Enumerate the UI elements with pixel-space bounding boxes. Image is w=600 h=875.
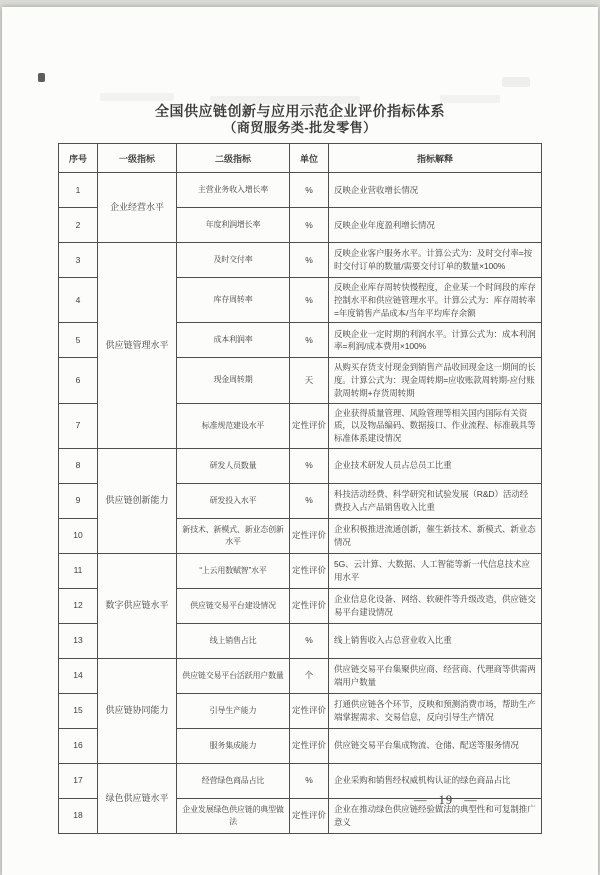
- scanned-document-page: [2, 7, 598, 875]
- cell-level2: 服务集成能力: [177, 728, 290, 763]
- scan-artifact-smudge: [100, 93, 174, 101]
- cell-no: 4: [59, 278, 98, 323]
- cell-no: 12: [59, 588, 98, 623]
- cell-level2: 研发投入水平: [177, 483, 290, 518]
- cell-unit: %: [290, 763, 329, 798]
- cell-explanation: 企业在推动绿色供应链经验做法的典型性和可复制推广意义: [329, 798, 542, 833]
- cell-explanation: 供应链交易平台集成物流、仓储、配送等服务情况: [329, 728, 542, 763]
- col-header-explanation: 指标解释: [329, 144, 542, 173]
- cell-explanation: 企业积极推进流通创新，催生新技术、新模式、新业态情况: [329, 518, 542, 553]
- table-row: [59, 243, 542, 278]
- cell-level2: 成本利润率: [177, 323, 290, 358]
- cell-explanation: 企业信息化设备、网络、软硬件等升级改造，供应链交易平台建设情况: [329, 588, 542, 623]
- cell-level2: 研发人员数量: [177, 448, 290, 483]
- cell-level2: 线上销售占比: [177, 623, 290, 658]
- cell-explanation: 反映企业年度盈利增长情况: [329, 208, 542, 243]
- cell-explanation: 从购买存货支付现金到销售产品收回现金这一期间的长度。计算公式为：现金周转期=应收账款周转期-应付账款周转期+存货周转期: [329, 358, 542, 403]
- cell-unit: %: [290, 278, 329, 323]
- cell-no: 5: [59, 323, 98, 358]
- cell-level2: 库存周转率: [177, 278, 290, 323]
- cell-unit: 定性评价: [290, 553, 329, 588]
- cell-level2: 供应链交易平台活跃用户数量: [177, 658, 290, 693]
- cell-explanation: 企业采购和销售经权威机构认证的绿色商品占比: [329, 763, 542, 798]
- cell-unit: 天: [290, 358, 329, 403]
- cell-unit: %: [290, 243, 329, 278]
- col-header-level1: 一级指标: [98, 144, 177, 173]
- document-title: [2, 103, 598, 136]
- cell-unit: %: [290, 208, 329, 243]
- cell-unit: 定性评价: [290, 798, 329, 833]
- col-header-unit: 单位: [290, 144, 329, 173]
- cell-level2: 及时交付率: [177, 243, 290, 278]
- scan-artifact-mark: [38, 73, 45, 82]
- cell-level2: 引导生产能力: [177, 693, 290, 728]
- cell-level2: 现金周转期: [177, 358, 290, 403]
- cell-explanation: 科技活动经费、科学研究和试验发展（R&D）活动经费投入占产品销售收入比重: [329, 483, 542, 518]
- cell-explanation: 供应链交易平台集聚供应商、经营商、代理商等供需两端用户数量: [329, 658, 542, 693]
- scan-artifact-smudge: [210, 96, 360, 104]
- cell-unit: %: [290, 173, 329, 208]
- cell-no: 3: [59, 243, 98, 278]
- cell-no: 9: [59, 483, 98, 518]
- cell-no: 2: [59, 208, 98, 243]
- cell-level1-group: 供应链管理水平: [98, 243, 177, 449]
- cell-level1-group: 企业经营水平: [98, 173, 177, 243]
- cell-level2: 企业发展绿色供应链的典型做法: [177, 798, 290, 833]
- cell-unit: %: [290, 323, 329, 358]
- cell-unit: 定性评价: [290, 693, 329, 728]
- cell-explanation: 反映企业营收增长情况: [329, 173, 542, 208]
- cell-explanation: 反映企业一定时期的利润水平。计算公式为：成本利润率=利润/成本费用×100%: [329, 323, 542, 358]
- cell-no: 13: [59, 623, 98, 658]
- col-header-level2: 二级指标: [177, 144, 290, 173]
- table-header-row: [59, 144, 542, 173]
- table-row: [59, 173, 542, 208]
- scan-artifact-smudge: [502, 77, 530, 87]
- cell-level2: “上云用数赋智”水平: [177, 553, 290, 588]
- document-title-line1: 全国供应链创新与应用示范企业评价指标体系: [155, 103, 445, 119]
- cell-level2: 标准规范建设水平: [177, 403, 290, 448]
- cell-level2: 经营绿色商品占比: [177, 763, 290, 798]
- cell-level1-group: 数字供应链水平: [98, 553, 177, 658]
- scan-artifact-smudge: [440, 95, 500, 103]
- cell-unit: 定性评价: [290, 518, 329, 553]
- table-row: [59, 448, 542, 483]
- cell-level2: 年度利润增长率: [177, 208, 290, 243]
- cell-no: 10: [59, 518, 98, 553]
- cell-no: 11: [59, 553, 98, 588]
- cell-explanation: 打通供应链各个环节，反映和预测消费市场，帮助生产端掌握需求、交易信息，反向引导生产情况: [329, 693, 542, 728]
- cell-explanation: 反映企业客户服务水平。计算公式为：及时交付率=按时交付订单的数量/需要交付订单的数量×100%: [329, 243, 542, 278]
- cell-level1-group: 供应链协同能力: [98, 658, 177, 763]
- cell-no: 18: [59, 798, 98, 833]
- col-header-no: 序号: [59, 144, 98, 173]
- cell-explanation: 企业技术研发人员占总员工比重: [329, 448, 542, 483]
- cell-unit: %: [290, 448, 329, 483]
- cell-level2: 新技术、新模式、新业态创新水平: [177, 518, 290, 553]
- cell-no: 17: [59, 763, 98, 798]
- cell-level1-group: 供应链创新能力: [98, 448, 177, 553]
- table-row: [59, 658, 542, 693]
- cell-explanation: 企业获得质量管理、风险管理等相关国内国际有关资质，以及物品编码、数据接口、作业流程、标准载具等标准体系建设情况: [329, 403, 542, 448]
- table-row: [59, 553, 542, 588]
- cell-explanation: 线上销售收入占总营业收入比重: [329, 623, 542, 658]
- cell-level1-group: 绿色供应链水平: [98, 763, 177, 833]
- indicator-table: [58, 143, 542, 834]
- cell-no: 14: [59, 658, 98, 693]
- cell-no: 8: [59, 448, 98, 483]
- cell-no: 6: [59, 358, 98, 403]
- cell-unit: %: [290, 623, 329, 658]
- cell-no: 7: [59, 403, 98, 448]
- cell-unit: 个: [290, 658, 329, 693]
- cell-explanation: 反映企业库存周转快慢程度，企业某一个时间段的库存控制水平和供应链管理水平。计算公式为：库存周转率=年度销售产品成本/当年平均库存余额: [329, 278, 542, 323]
- document-title-line2: （商贸服务类-批发零售）: [223, 119, 377, 135]
- page-number: — 19 —: [414, 793, 478, 807]
- cell-level2: 主营业务收入增长率: [177, 173, 290, 208]
- cell-no: 1: [59, 173, 98, 208]
- cell-explanation: 5G、云计算、大数据、人工智能等新一代信息技术应用水平: [329, 553, 542, 588]
- cell-unit: 定性评价: [290, 728, 329, 763]
- cell-unit: 定性评价: [290, 403, 329, 448]
- cell-no: 16: [59, 728, 98, 763]
- cell-level2: 供应链交易平台建设情况: [177, 588, 290, 623]
- cell-no: 15: [59, 693, 98, 728]
- cell-unit: 定性评价: [290, 588, 329, 623]
- cell-unit: %: [290, 483, 329, 518]
